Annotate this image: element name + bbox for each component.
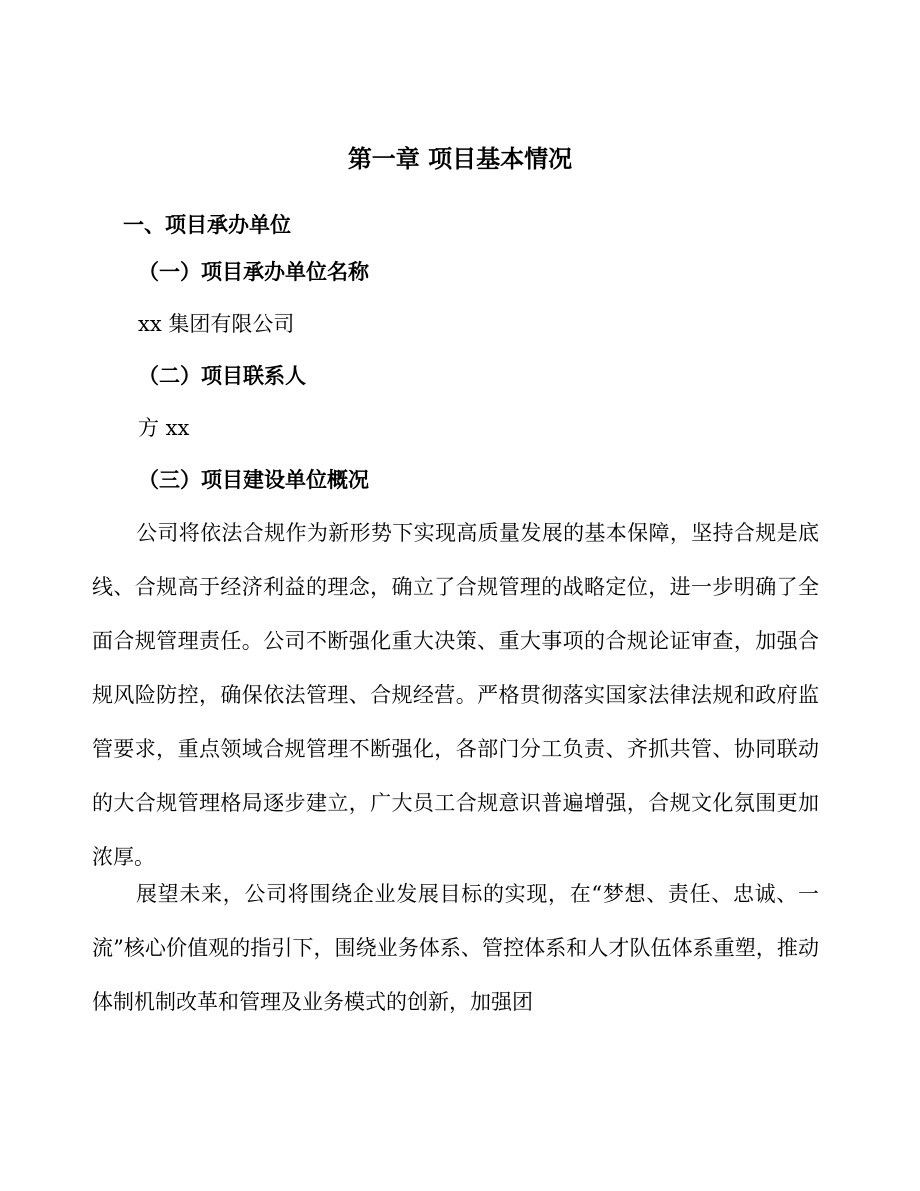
section-heading-project-organizer: 一、项目承办单位 bbox=[123, 213, 291, 237]
chapter-title: 第一章 项目基本情况 bbox=[347, 145, 573, 173]
subheading-organizer-name: （一）项目承办单位名称 bbox=[138, 260, 369, 284]
overview-paragraph-outlook: 展望未来，公司将围绕企业发展目标的实现，在“梦想、责任、忠诚、一流”核心价值观的指引下，围绕业务体系、管控体系和人才队伍体系重塑，推动体制机制改革和管理及业务模式的创新，加强团 bbox=[92, 882, 819, 1014]
organizer-name-value: xx 集团有限公司 bbox=[138, 312, 295, 336]
contact-person-value: 方 xx bbox=[138, 416, 190, 440]
subheading-contact-person: （二）项目联系人 bbox=[138, 364, 306, 388]
subheading-builder-overview: （三）项目建设单位概况 bbox=[138, 468, 369, 492]
overview-paragraph-compliance: 公司将依法合规作为新形势下实现高质量发展的基本保障，坚持合规是底线、合规高于经济利益的理念，确立了合规管理的战略定位，进一步明确了全面合规管理责任。公司不断强化重大决策、重大事项的合规论证审查，加强合规风险防控，确保依法管理、合规经营。严格贯彻落实国家法律法规和政府监管要求，重点领域合规管理不断强化，各部门分工负责、齐抓共管、协同联动的大合规管理格局逐步建立，广大员工合规意识普遍增强，合规文化氛围更加浓厚。 bbox=[92, 521, 819, 869]
